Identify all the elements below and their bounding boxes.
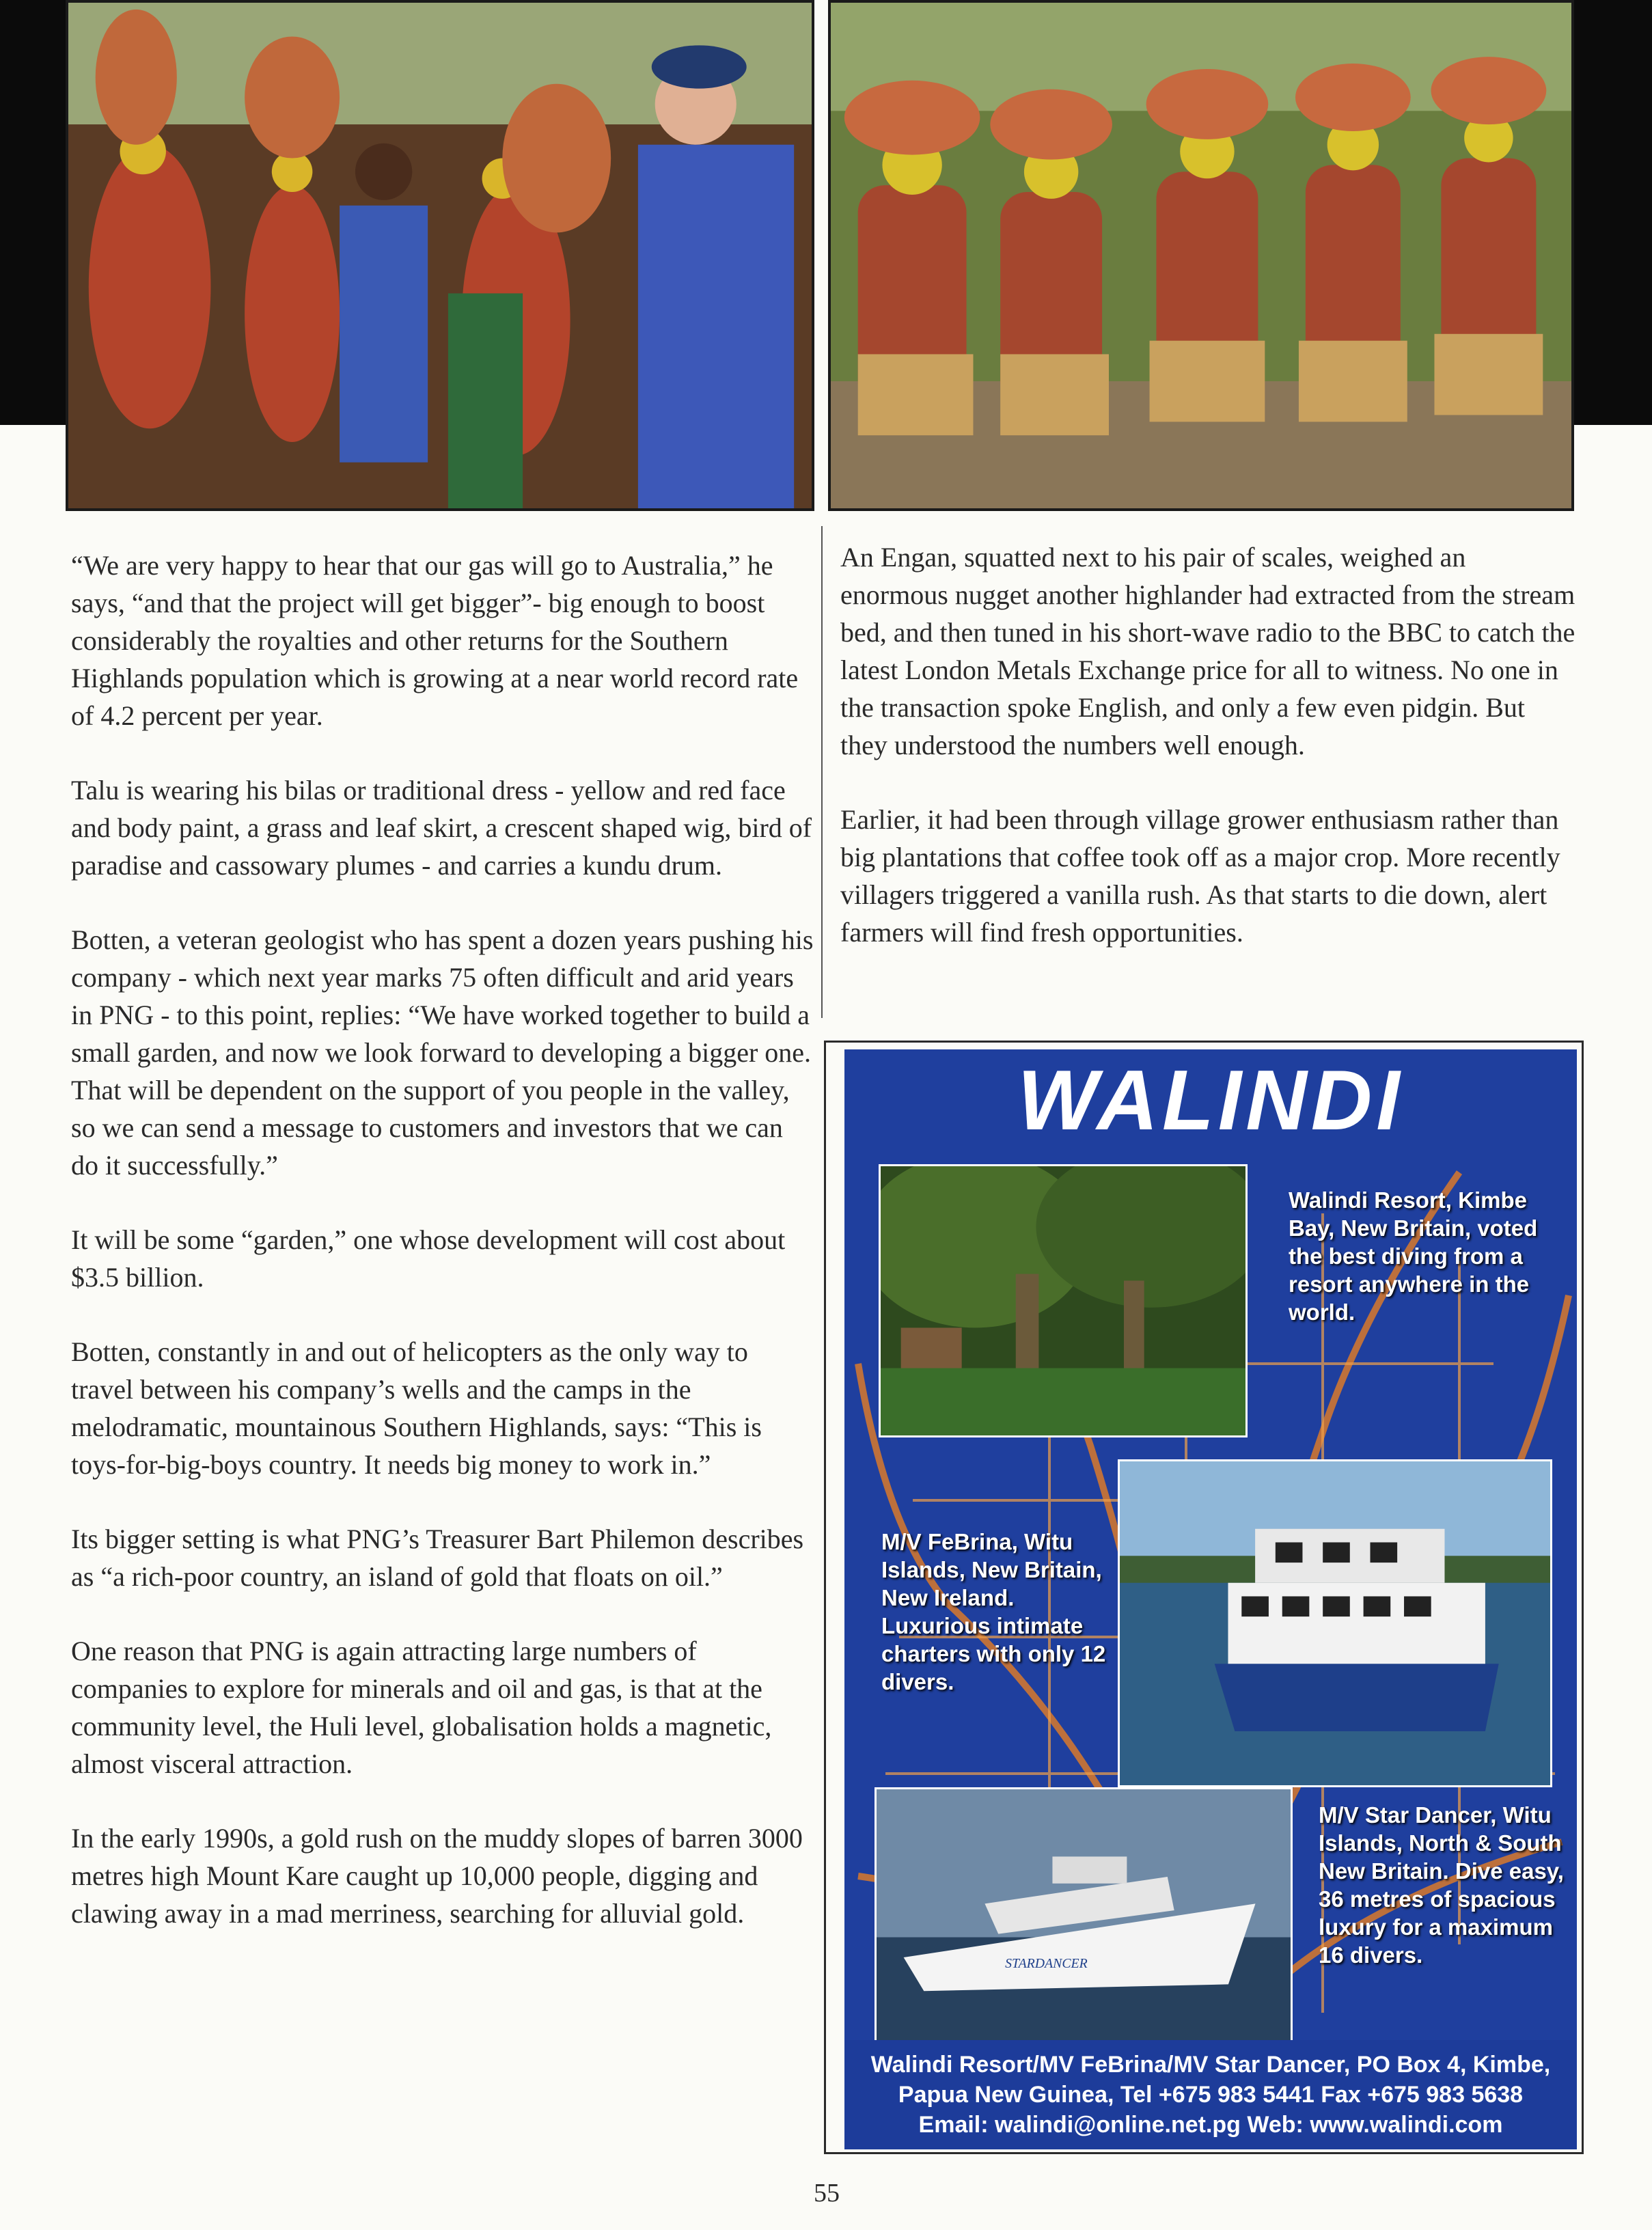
page-black-band-left [0,0,67,425]
contact-email-web: Email: walindi@online.net.pg Web: www.walindi.com [918,2112,1503,2138]
contact-phone: Papua New Guinea, Tel +675 983 5441 Fax +675 983 5638 [898,2082,1524,2108]
photo-mv-febrina-boat [1118,1459,1552,1787]
caption-mv-star-dancer: M/V Star Dancer, Witu Islands, North & South New Britain. Dive easy, 36 metres of spacious luxury for a maximum 16 divers. [1319,1802,1564,1968]
advert-contact-footer [844,2040,1577,2149]
page-black-band-right [1571,0,1652,425]
contact-address: Walindi Resort/MV FeBrina/MV Star Dancer, PO Box 4, Kimbe, [870,2052,1551,2078]
article-left-column [71,547,816,1969]
photo-walindi-resort [879,1164,1248,1437]
paragraph: Earlier, it had been through village grower enthusiasm rather than big plantations that coffee took off as a major crop. More recently villagers triggered a vanilla rush. As that starts to die down, alert farmers will find fresh opportunities. [840,804,1560,948]
photo-huli-wigmen-line [828,0,1574,511]
page-number: 55 [814,2179,840,2207]
paragraph: Its bigger setting is what PNG’s Treasurer Bart Philemon describes as “a rich-poor country, an island of gold that floats on oil.” [71,1524,804,1592]
column-divider [821,526,823,1018]
paragraph: One reason that PNG is again attracting large numbers of companies to explore for minerals and oil and gas, is that at the community level, the Huli level, globalisation holds a magnetic, almost visceral attraction. [71,1636,772,1779]
paragraph: “We are very happy to hear that our gas will go to Australia,” he says, “and that the project will get bigger”- big enough to boost considerably the royalties and other returns for the Southern Highlands population which is growing at a near world record rate of 4.2 percent per year. [71,550,799,731]
photo-huli-dancers-with-visitors [66,0,814,511]
boat-name-label: STARDANCER [1005,1955,1088,1971]
paragraph: Botten, a veteran geologist who has spent a dozen years pushing his company - which next year marks 75 often difficult and arid years in PNG - to this point, replies: “We have worked together to build a small garden, and now we look forward to developing a bigger one. That will be dependent on the support of you people in the valley, so we can send a message to customers and investors that we can do it successfully.” [71,924,814,1181]
photo-mv-star-dancer-boat [875,1787,1293,2047]
walindi-advert [844,1049,1577,2149]
paragraph: Botten, constantly in and out of helicopters as the only way to travel between his company’s wells and the camps in the melodramatic, mountainous Southern Highlands, says: “This is toys-for-big-boys country. It needs big money to work in.” [71,1336,762,1480]
advert-title: WALINDI [1017,1054,1404,1148]
paragraph: It will be some “garden,” one whose development will cost about $3.5 billion. [71,1224,786,1293]
paragraph: An Engan, squatted next to his pair of scales, weighed an enormous nugget another highlander had extracted from the stream bed, and then tuned in his short-wave radio to the BBC to catch the latest London Metals Exchange price for all to witness. No one in the transaction spoke English, and only a few even pidgin. But they understood the numbers well enough. [840,542,1575,760]
caption-walindi-resort: Walindi Resort, Kimbe Bay, New Britain, voted the best diving from a resort anywhere in the world. [1289,1187,1538,1325]
paragraph: In the early 1990s, a gold rush on the muddy slopes of barren 3000 metres high Mount Kare caught up 10,000 people, digging and clawing away in a mad merriness, searching for alluvial gold. [71,1823,803,1929]
article-right-column [840,538,1578,988]
caption-mv-febrina: M/V FeBrina, Witu Islands, New Britain, New Ireland. Luxurious intimate charters with only 12 divers. [881,1529,1106,1694]
paragraph: Talu is wearing his bilas or traditional dress - yellow and red face and body paint, a grass and leaf skirt, a crescent shaped wig, bird of paradise and cassowary plumes - and carries a kundu drum. [71,775,812,881]
